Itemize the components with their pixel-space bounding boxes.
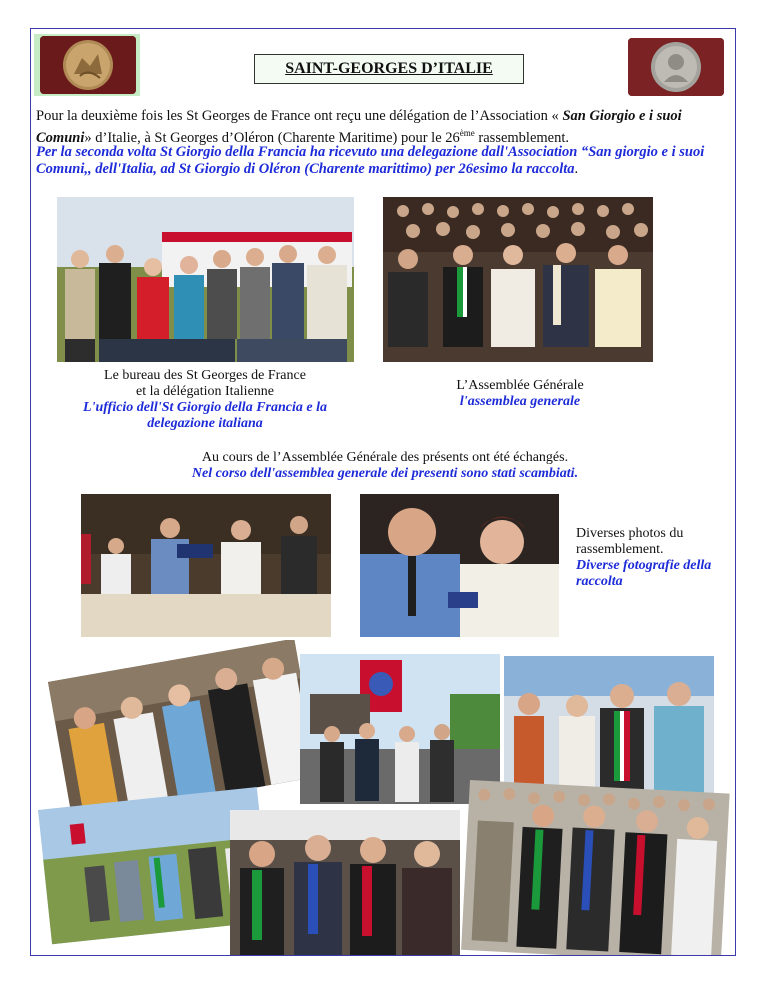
medal-right-image bbox=[628, 38, 724, 96]
caption-gifts: Au cours de l’Assemblée Générale des présents ont été échangés. Nel corso dell'assemblea generale dei presenti sono stati scambiati. bbox=[191, 450, 579, 481]
caption-bureau: Le bureau des St Georges de France et la délégation Italienne L'ufficio dell'St Giorgio della Francia e la delegazione italiana bbox=[83, 368, 327, 431]
page-title: SAINT-GEORGES D’ITALIE bbox=[254, 54, 524, 84]
gift-exchange-photo-1 bbox=[81, 494, 331, 637]
caption-various: Diverses photos du rassemblement. Diverse fotografie della raccolta bbox=[576, 526, 712, 589]
medal-left-image bbox=[40, 36, 136, 94]
gathering-collage bbox=[34, 640, 734, 955]
intro-italian: Per la seconda volta St Giorgio della Francia ha ricevuto una delegazione dall'Association “San giorgio e i suoi Comuni,, dell'Italia, ad St Giorgio di Oléron (Charente marittimo) per 26esimo la raccolta. bbox=[36, 144, 705, 177]
bureau-group-photo bbox=[57, 197, 354, 362]
gift-exchange-photo-2 bbox=[360, 494, 559, 637]
intro-french: Pour la deuxième fois les St Georges de France ont reçu une délégation de l’Association « San Giorgio e i suoi Comuni» d’Italie, à St Georges d’Oléron (Charente Maritime) pour le 26ème rassemblement. bbox=[36, 108, 682, 146]
assembly-photo bbox=[383, 197, 653, 362]
caption-assembly: L’Assemblée Générale l'assemblea generale bbox=[456, 378, 584, 409]
